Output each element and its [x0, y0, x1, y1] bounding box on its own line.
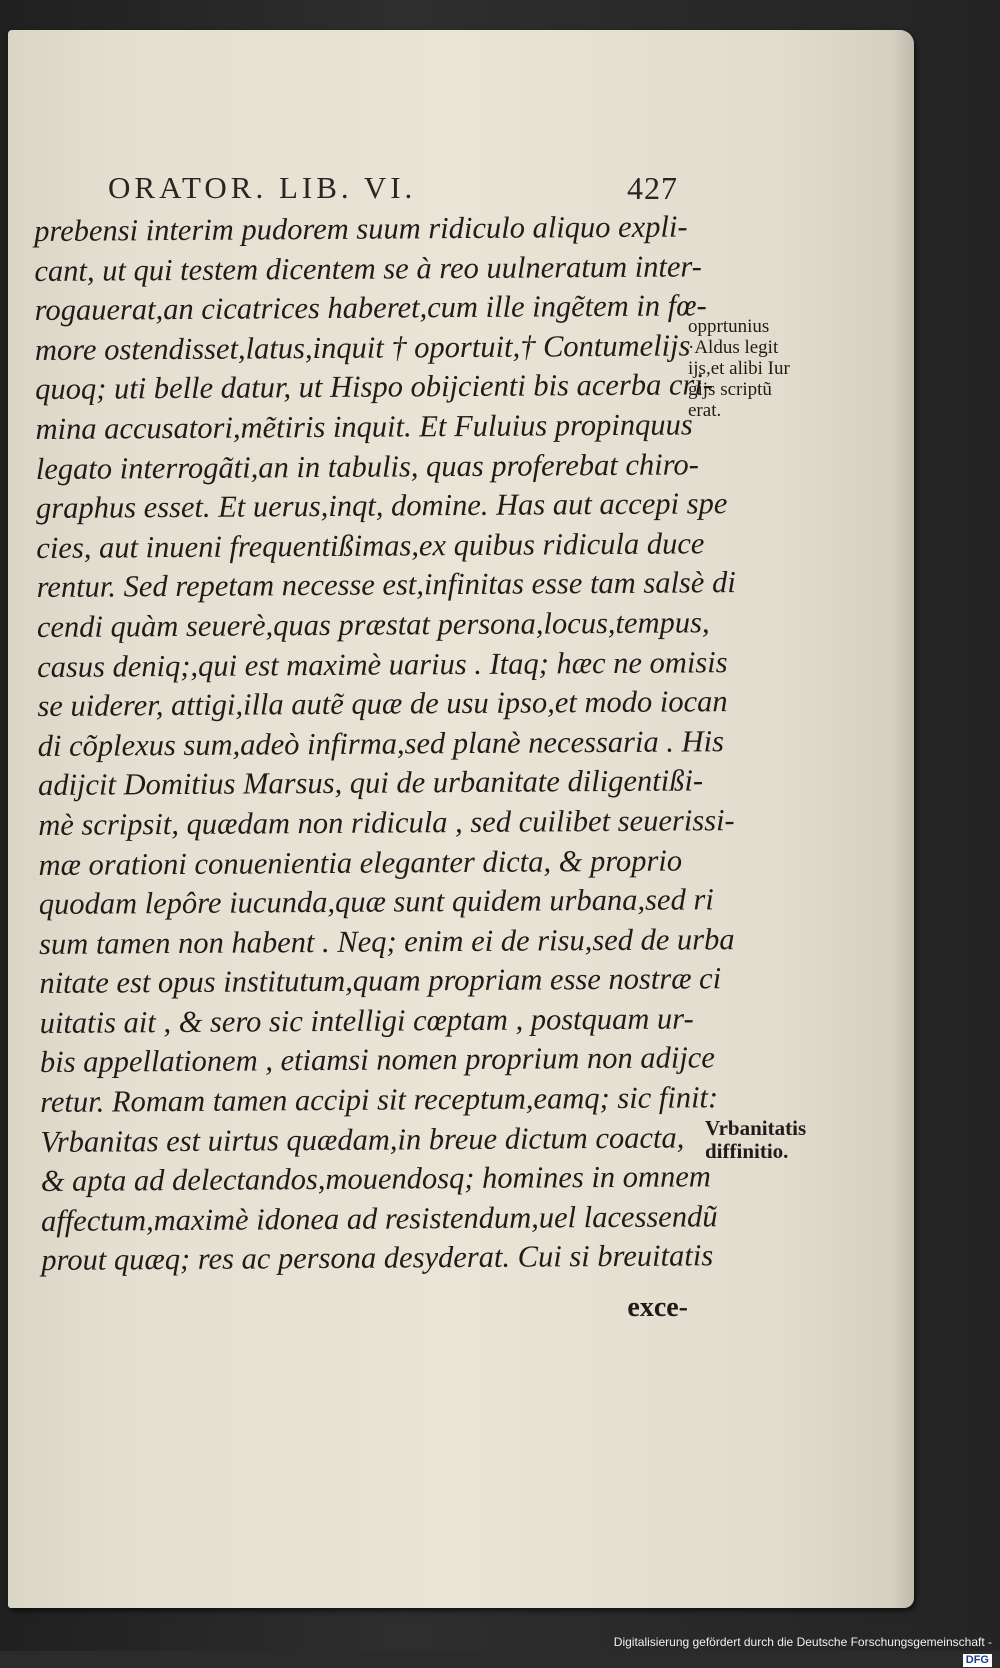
text-line: adijcit Domitius Marsus, qui de urbanitate diligentißi-	[37, 763, 704, 803]
book-page	[8, 30, 914, 1608]
catchword: exce-	[627, 1292, 688, 1323]
digitization-credit	[592, 1634, 992, 1666]
text-line: se uiderer, attigi,illa autẽ quæ de usu ipso,et modo iocan	[37, 684, 728, 724]
text-line: uitatis ait , & sero sic intelligi cœptam , postquam ur-	[39, 1001, 694, 1040]
text-line: rogauerat,an cicatrices haberet,cum ille ingẽtem in fœ-	[34, 288, 707, 328]
text-line: quodam lepôre iucunda,quæ sunt quidem urbana,sed ri	[38, 882, 714, 922]
text-line: & apta ad delectandos,mouendosq; homines in omnem	[40, 1159, 711, 1199]
marginal-note-line: opprtunius	[688, 316, 770, 337]
text-line: rentur. Sed repetam necesse est,infinitas esse tam salsè di	[36, 565, 736, 605]
text-line: mæ orationi conuenientia eleganter dicta, & proprio	[38, 842, 683, 882]
text-line: prout quæq; res ac persona desyderat. Cui si breuitatis	[41, 1238, 714, 1278]
text-line: cendi quàm seuerè,quas præstat persona,locus,tempus,	[36, 605, 710, 644]
text-line: sum tamen non habent . Neq; enim ei de risu,sed de urba	[38, 921, 735, 961]
page-number: 427	[627, 170, 678, 206]
text-line: di cõplexus sum,adeò infirma,sed planè necessaria . His	[37, 723, 724, 763]
running-title: ORATOR. LIB. VI.	[108, 170, 417, 205]
marginal-note-line: ·Aldus legit	[688, 337, 779, 358]
text-line: cant, ut qui testem dicentem se à reo uulneratum inter-	[34, 248, 702, 288]
marginal-note-line: erat.	[688, 400, 722, 421]
text-line: quoq; uti belle datur, ut Hispo obijcienti bis acerba cri-	[35, 367, 714, 407]
marginal-note-line: ijs,et alibi Iur	[688, 358, 790, 379]
marginal-note-line: Vrbanitatis	[705, 1116, 807, 1140]
text-line: mè scripsit, quædam non ridicula , sed cuilibet seuerissi-	[38, 803, 735, 842]
text-line: nitate est opus institutum,quam propriam esse nostræ ci	[39, 961, 722, 1001]
text-line: more ostendisset,latus,inquit † oportuit,† Contumelijs	[34, 328, 691, 367]
marginal-note-line: diffinitio.	[705, 1139, 789, 1163]
dfg-logo: DFG	[963, 1654, 992, 1667]
text-line: bis appellationem , etiamsi nomen proprium non adijce	[39, 1040, 715, 1080]
text-line: retur. Romam tamen accipi sit receptum,eamq; sic finit:	[40, 1080, 719, 1120]
text-line: prebensi interim pudorem suum ridiculo aliquo expli-	[34, 209, 688, 248]
marginal-note-aldus	[688, 316, 790, 421]
text-line: Vrbanitas est uirtus quædam,in breue dictum coacta,	[40, 1120, 685, 1159]
text-line: graphus esset. Et uerus,inqt, domine. Has aut accepi spe	[35, 486, 728, 526]
text-line: casus deniq;,qui est maximè uarius . Itaq; hæc ne omisis	[37, 644, 728, 684]
page-header	[108, 170, 678, 210]
marginal-note-line: gijs scriptũ	[688, 379, 772, 400]
credit-text: Digitalisierung gefördert durch die Deutsche Forschungsgemeinschaft -	[613, 1635, 992, 1649]
text-line: legato interrogãti,an in tabulis, quas proferebat chiro-	[35, 446, 699, 486]
marginal-note-urbanitas	[705, 1117, 806, 1163]
text-line: mina accusatori,mẽtiris inquit. Et Fuluius propinquus	[35, 407, 693, 446]
text-line: cies, aut inueni frequentißimas,ex quibus ridicula duce	[36, 526, 705, 565]
text-line: affectum,maximè idonea ad resistendum,uel lacessendũ	[40, 1199, 718, 1238]
